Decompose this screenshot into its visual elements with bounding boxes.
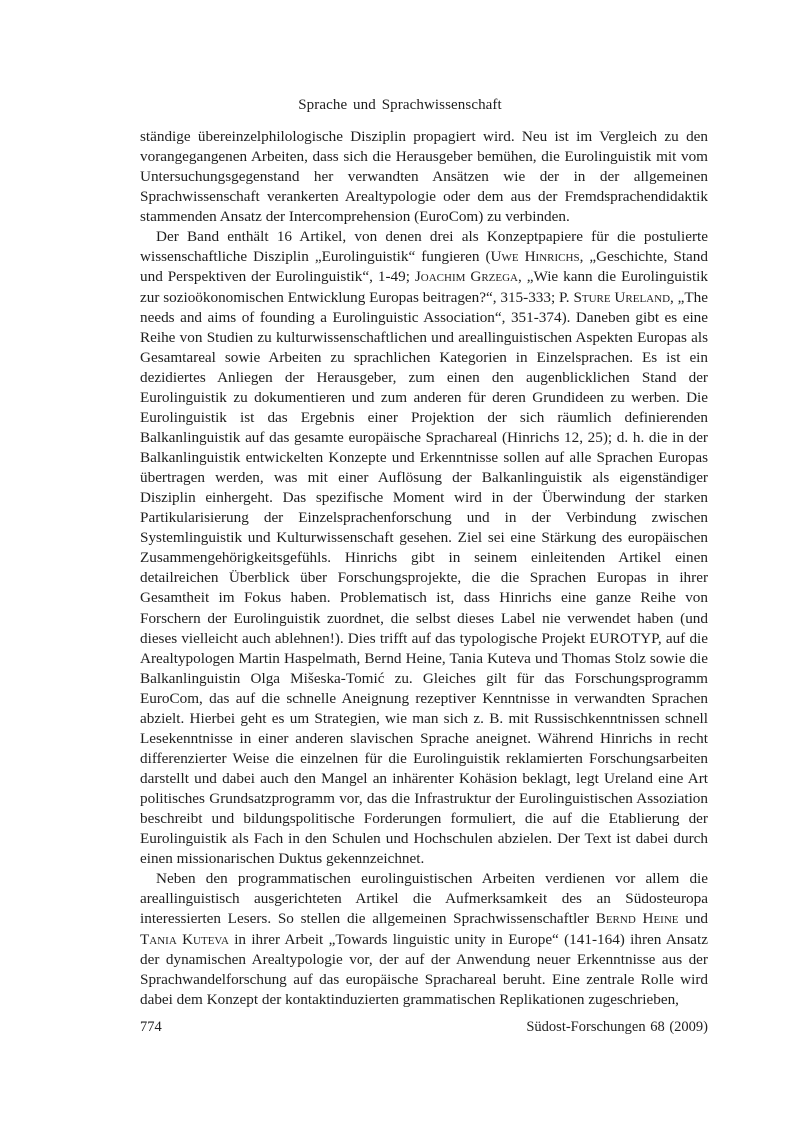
text-segment: Der Band enthält 16 Artikel, von denen drei als Konzeptpapiere für die postulierte wissenschaftliche Disziplin „Eurolinguistik“ fungieren ( [140,228,708,266]
journal-reference: Südost-Forschungen 68 (2009) [526,1019,708,1035]
text-segment: , „The needs and aims of founding a Eurolinguistic Association“, 351-374). Daneben gibt es eine Reihe von Studien zu kulturwissenschaftlichen und areallinguistischen Aspekten Europas als Gesamtareal sowie Arbeiten zu sprachlichen Kategorien in Einzelsprachen. Es ist ein dezidiertes Anliegen der Herausgeber, zum einen den augenblicklichen Stand der Eurolinguistik zu dokumentieren und zum anderen für deren Grundideen zu werben. Die Eurolinguistik ist das Ergebnis einer Projektion der sich räumlich definierenden Balkanlinguistik auf das gesamte europäische Sprachareal (Hinrichs 12, 25); d. h. die in der Balkanlinguistik entwickelten Konzepte und Erkenntnisse sollen auf alle Sprachen Europas übertragen werden, was mit einer Auflösung der Balkanlinguistik als eigenständiger Disziplin einhergeht. Das spezifische Moment wird in der Überwindung der starken Partikularisierung der Einzelsprachenforschung und in der Verbindung zwischen Systemlinguistik und Kulturwissenschaft gesehen. Ziel sei eine Stärkung des europäischen Zusammengehörigkeitsgefühls. Hinrichs gibt in seinem einleitenden Artikel einen detailreichen Überblick über Forschungsprojekte, die die Sprachen Europas in ihrer Gesamtheit im Fokus haben. Problematisch ist, dass Hinrichs eine ganze Reihe von Forschern der Eurolinguistik zuordnet, die selbst dieses Label nie verwendet haben (und dieses vielleicht auch ablehnen!). Dies trifft auf das typologische Projekt EUROTYP, auf die Arealtypologen Martin Haspelmath, Bernd Heine, Tania Kuteva und Thomas Stolz sowie die Balkanlinguistin Olga Mišeska-Tomić zu. Gleiches gilt für das Forschungsprogramm EuroCom, das auf die schnelle Aneignung rezeptiver Kenntnisse in verwandten Sprachen abzielt. Hierbei geht es um Strategien, wie man sich z. B. mit Russischkenntnissen schnell Lesekenntnisse in einer anderen slavischen Sprache aneignet. Während Hinrichs in recht differenzierter Weise die einzelnen für die Eurolinguistik reklamierten Forschungsarbeiten darstellt und dabei auch den Mangel an inhärenter Kohäsion beklagt, legt Ureland eine Art politisches Grundsatzprogramm vor, das die Infrastruktur der Eurolinguistischen Assoziation beschreibt und bildungspolitische Forderungen formuliert, die auf die Etablierung der Eurolinguistik als Fach in den Schulen und Hochschulen abzielen. Der Text ist dabei durch einen missionarischen Duktus gekennzeichnet. [140,288,708,868]
text-segment: , „Geschichte, Stand und Perspektiven der Eurolinguistik“, 1-49; [140,248,708,286]
text-segment: und [678,910,708,928]
paragraph-3 [140,869,708,1009]
author-name: Uwe Hinrichs [490,248,580,266]
body-text [140,127,708,1010]
paragraph-2 [140,227,708,869]
paragraph-1: ständige übereinzelphilologische Disziplin propagiert wird. Neu ist im Vergleich zu den vorangegangenen Arbeiten, dass sich die Herausgeber bemühen, die Eurolinguistik mit vom Untersuchungsgegenstand her verwandten Ansätzen wie der in der allgemeinen Sprachwissenschaft verankerten Arealtypologie oder dem aus der Fremdsprachendidaktik stammenden Ansatz der Intercomprehension (EuroCom) zu verbinden. [140,128,708,226]
text-segment: in ihrer Arbeit „Towards linguistic unity in Europe“ (141-164) ihren Ansatz der dynamischen Arealtypologie vor, der auf der Anwendung neuer Erkenntnisse aus der Sprachwandelforschung auf das europäische Sprachareal beruht. Eine zentrale Rolle wird dabei dem Konzept der kontaktinduzierten grammatischen Replikationen zugeschrieben, [140,930,709,1008]
text-segment: Neben den programmatischen eurolinguistischen Arbeiten verdienen vor allem die areallinguistisch ausgerichteten Artikel die Aufmerksamkeit des an Südosteuropa interessierten Lesers. So stellen die allgemeinen Sprachwissenschaftler [140,870,708,928]
running-head: Sprache und Sprachwissenschaft [298,97,502,113]
text-segment: , „Wie kann die Eurolinguistik zur sozioökonomischen Entwicklung Europas beitragen?“, 315-333; P. [140,268,708,306]
author-name: Tania Kuteva [140,930,229,948]
author-name: Sture Ureland [573,288,671,306]
author-name: Bernd Heine [595,910,679,928]
author-name: Joachim Grzega [414,268,518,286]
page-number: 774 [140,1019,162,1035]
